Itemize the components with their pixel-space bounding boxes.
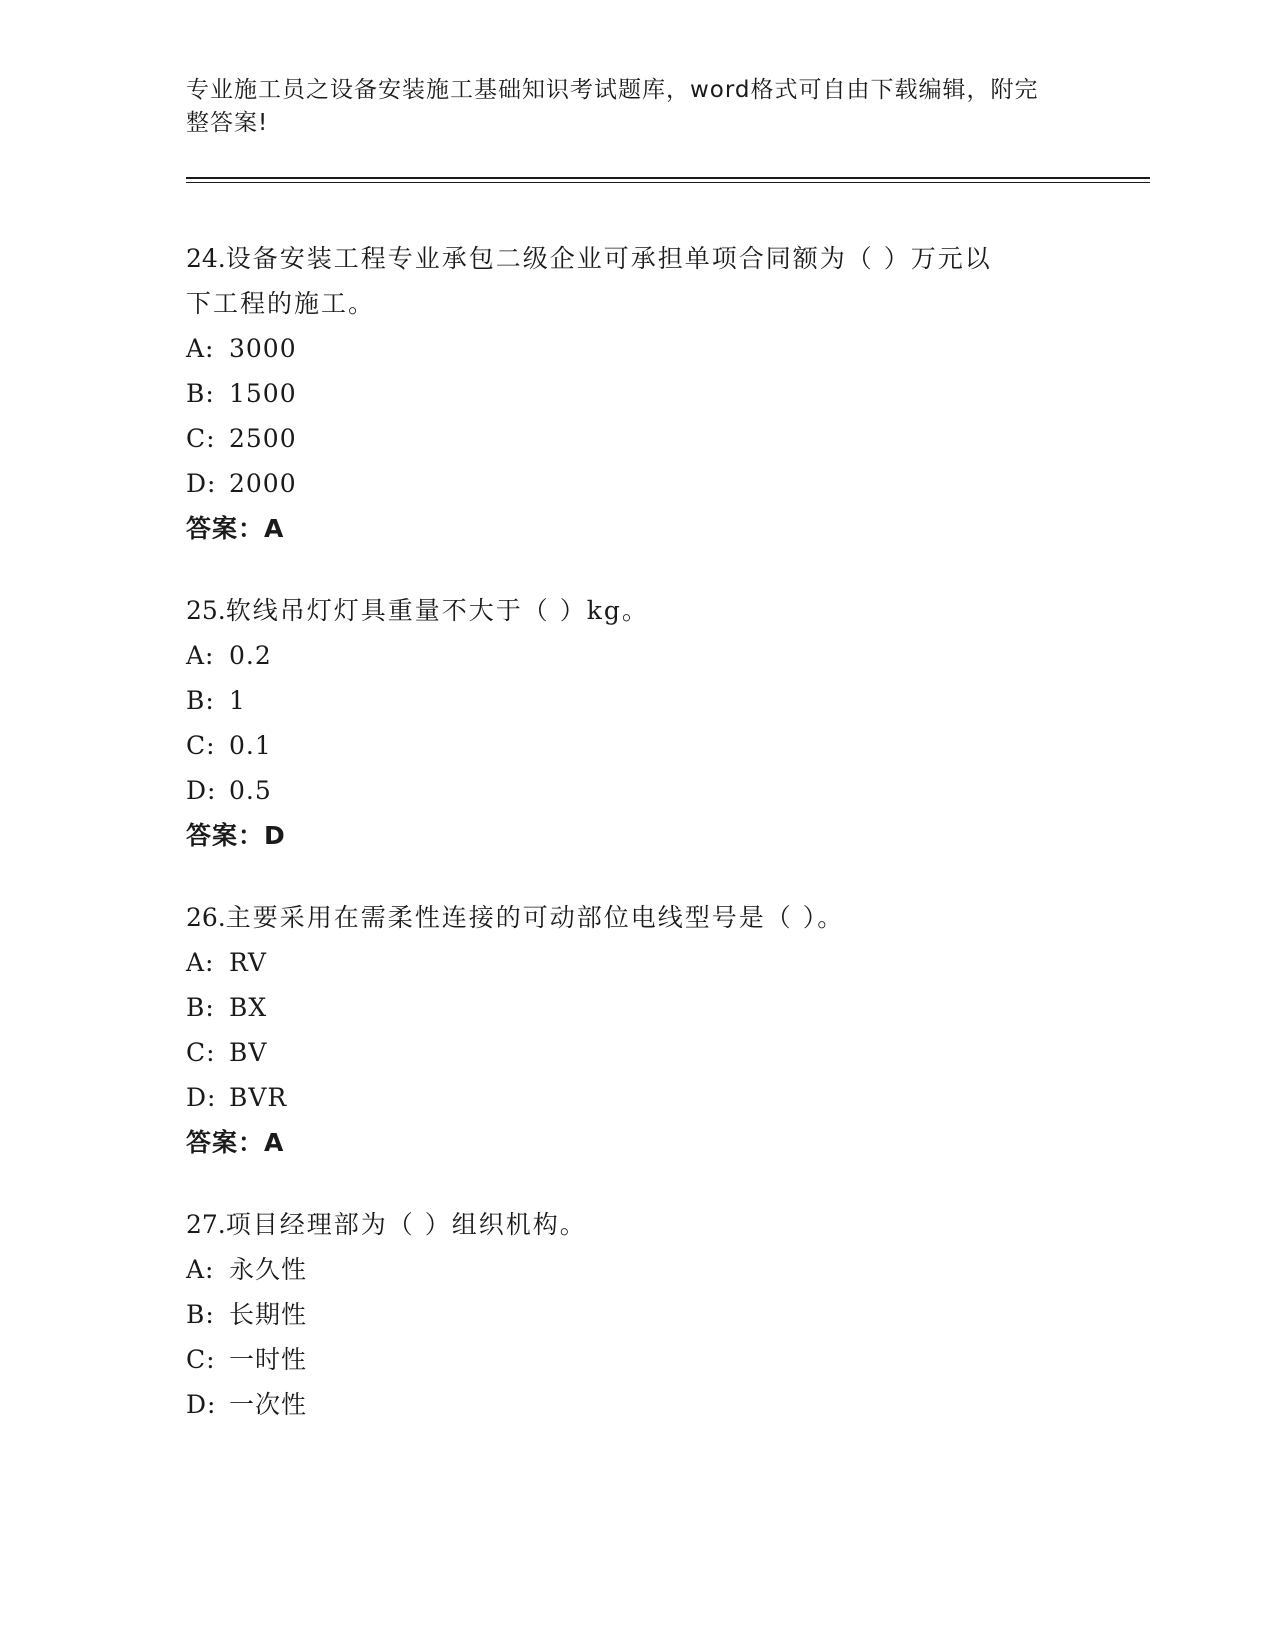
question-number: 27. <box>186 1210 226 1239</box>
question-stem-line-1: 主要采用在需柔性连接的可动部位电线型号是（ ）。 <box>225 903 845 932</box>
option-key: C: <box>186 1038 216 1067</box>
header-divider-thick <box>186 177 1150 179</box>
question-26 <box>186 895 1086 1165</box>
option-c <box>186 1030 1086 1075</box>
option-text: 2500 <box>229 424 297 453</box>
question-number: 24. <box>186 244 226 273</box>
question-27 <box>186 1202 1086 1427</box>
option-key: B: <box>186 686 215 715</box>
option-a <box>186 940 1086 985</box>
option-text: 2000 <box>229 469 297 498</box>
option-text: BX <box>229 993 268 1022</box>
option-text: 0.1 <box>229 731 272 760</box>
question-stem-line-1: 软线吊灯灯具重量不大于（ ）kg。 <box>225 596 649 625</box>
answer-text: 答案：A <box>186 1128 285 1157</box>
option-key: C: <box>186 731 216 760</box>
option-key: A: <box>186 948 215 977</box>
option-text: 0.5 <box>229 776 272 805</box>
option-a <box>186 633 1086 678</box>
option-text: RV <box>229 948 267 977</box>
option-key: C: <box>186 424 216 453</box>
option-b <box>186 371 1086 416</box>
option-key: A: <box>186 334 215 363</box>
option-b <box>186 1292 1086 1337</box>
option-d <box>186 768 1086 813</box>
header-line-2: 整答案! <box>186 110 269 136</box>
option-key: B: <box>186 1300 215 1329</box>
answer-text: 答案：D <box>186 821 286 850</box>
option-key: D: <box>186 469 217 498</box>
option-text: 3000 <box>229 334 297 363</box>
question-number: 26. <box>186 903 226 932</box>
option-a <box>186 1247 1086 1292</box>
question-stem <box>186 1202 1086 1247</box>
option-text: 0.2 <box>229 641 272 670</box>
option-text: 1 <box>229 686 246 715</box>
option-d <box>186 1075 1086 1120</box>
option-b <box>186 985 1086 1030</box>
question-stem-line-1: 设备安装工程专业承包二级企业可承担单项合同额为（ ）万元以 <box>225 244 992 273</box>
answer-text: 答案：A <box>186 514 285 543</box>
option-text: 一时性 <box>229 1345 308 1374</box>
option-text: 长期性 <box>229 1300 308 1329</box>
option-text: BV <box>229 1038 268 1067</box>
header-divider-thin <box>186 182 1150 183</box>
option-c <box>186 723 1086 768</box>
option-key: D: <box>186 776 217 805</box>
option-b <box>186 678 1086 723</box>
option-key: D: <box>186 1083 217 1112</box>
question-list <box>186 236 1086 1464</box>
question-24 <box>186 236 1086 551</box>
question-stem <box>186 236 1086 281</box>
question-25 <box>186 588 1086 858</box>
question-stem-line-1: 项目经理部为（ ）组织机构。 <box>225 1210 587 1239</box>
option-d <box>186 1382 1086 1427</box>
question-number: 25. <box>186 596 226 625</box>
option-key: D: <box>186 1390 217 1419</box>
option-key: A: <box>186 1255 215 1284</box>
option-c <box>186 1337 1086 1382</box>
option-text: BVR <box>229 1083 288 1112</box>
option-key: A: <box>186 641 215 670</box>
option-text: 1500 <box>229 379 297 408</box>
document-header <box>186 74 1066 140</box>
option-text: 一次性 <box>229 1390 308 1419</box>
option-text: 永久性 <box>229 1255 308 1284</box>
option-c <box>186 416 1086 461</box>
question-stem <box>186 588 1086 633</box>
option-a <box>186 326 1086 371</box>
option-key: C: <box>186 1345 216 1374</box>
question-stem-line-2: 下工程的施工。 <box>186 289 376 318</box>
option-d <box>186 461 1086 506</box>
header-line-1: 专业施工员之设备安装施工基础知识考试题库，word格式可自由下载编辑，附完 <box>186 77 1039 103</box>
option-key: B: <box>186 379 215 408</box>
option-key: B: <box>186 993 215 1022</box>
question-stem <box>186 895 1086 940</box>
